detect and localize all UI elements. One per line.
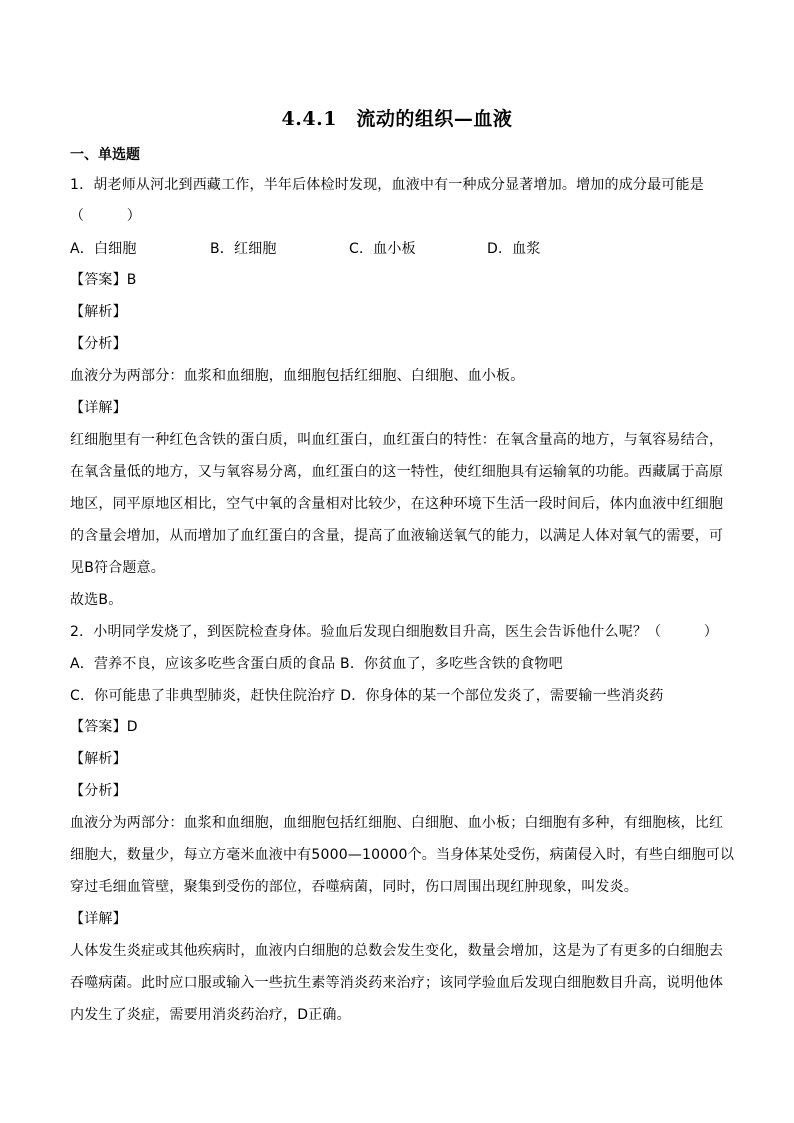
q1-option-a: A．白细胞: [70, 241, 137, 257]
q1-detail-label: 【详解】: [70, 400, 127, 416]
q1-detail-line4: 的含量会增加，从而增加了血红蛋白的含量，提高了血液输送氧气的能力，以满足人体对氧气的需要，可: [70, 528, 724, 544]
q2-fenxi-line1: 血液分为两部分：血浆和血细胞，血细胞包括红细胞、白细胞、血小板；白细胞有多种，有细胞核，比红: [70, 815, 724, 831]
q2-answer: 【答案】D: [70, 719, 138, 735]
q1-fenxi: 血液分为两部分：血浆和血细胞，血细胞包括红细胞、白细胞、血小板。: [70, 368, 525, 384]
q1-option-c: C．血小板: [349, 241, 416, 257]
section-heading: 一、单选题: [70, 147, 140, 163]
q1-fenxi-label: 【分析】: [70, 336, 127, 352]
q1-option-b: B．红细胞: [210, 241, 277, 257]
q2-fenxi-line2: 细胞大，数量少，每立方毫米血液中有5000—10000个。当身体某处受伤，病菌侵入时，有些白细胞可以: [70, 847, 735, 863]
q2-options-line2: C．你可能患了非典型肺炎，赶快住院治疗 D．你身体的某一个部位发炎了，需要输一些消炎药: [70, 688, 664, 704]
q1-detail-line1: 红细胞里有一种红色含铁的蛋白质，叫血红蛋白，血红蛋白的特性：在氧含量高的地方，与氧容易结合，: [70, 432, 724, 448]
document-title: 4.4.1 流动的组织—血液: [281, 108, 513, 130]
q2-fenxi-line3: 穿过毛细血管壁，聚集到受伤的部位，吞噬病菌，同时，伤口周围出现红肿现象，叫发炎。: [70, 879, 638, 895]
q1-stem-line2: （ ）: [70, 208, 141, 224]
q2-options-line1: A．营养不良，应该多吃些含蛋白质的食品 B．你贫血了，多吃些含铁的食物吧: [70, 656, 563, 672]
q1-detail-line3: 地区，同平原地区相比，空气中氧的含量相对比较少，在这种环境下生活一段时间后，体内血液中红细胞: [70, 496, 724, 512]
q1-option-d: D．血浆: [487, 241, 541, 257]
q1-detail-line5: 见B符合题意。: [70, 560, 166, 576]
q1-analysis-label: 【解析】: [70, 304, 127, 320]
q2-detail-label: 【详解】: [70, 911, 127, 927]
q2-stem: 2．小明同学发烧了，到医院检查身体。验血后发现白细胞数目升高，医生会告诉他什么呢？（ ）: [70, 624, 719, 640]
q2-detail-line3: 内发生了炎症，需要用消炎药治疗，D正确。: [70, 1007, 351, 1023]
q1-conclusion: 故选B。: [70, 592, 123, 608]
q1-stem-line1: 1．胡老师从河北到西藏工作，半年后体检时发现，血液中有一种成分显著增加。增加的成分最可能是: [70, 177, 704, 193]
q2-fenxi-label: 【分析】: [70, 783, 127, 799]
q1-options: [70, 238, 730, 258]
q1-answer: 【答案】B: [70, 272, 137, 288]
q2-analysis-label: 【解析】: [70, 751, 127, 767]
q2-detail-line2: 吞噬病菌。此时应口服或输入一些抗生素等消炎药来治疗；该同学验血后发现白细胞数目升高，说明他体: [70, 975, 724, 991]
q1-detail-line2: 在氧含量低的地方，又与氧容易分离，血红蛋白的这一特性，使红细胞具有运输氧的功能。西藏属于高原: [70, 464, 724, 480]
q2-detail-line1: 人体发生炎症或其他疾病时，血液内白细胞的总数会发生变化，数量会增加，这是为了有更多的白细胞去: [70, 943, 724, 959]
